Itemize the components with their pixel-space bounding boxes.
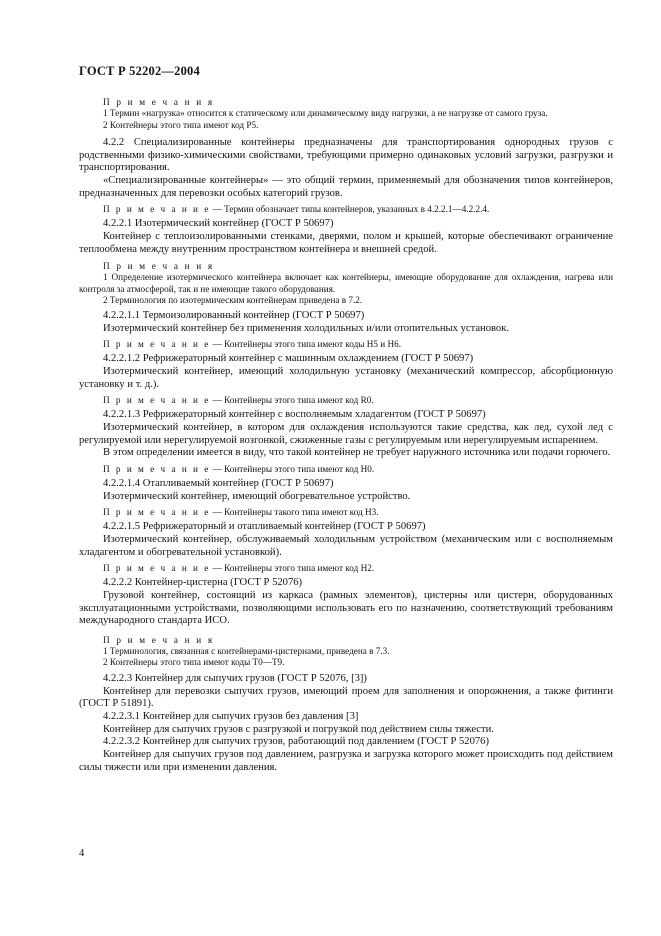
section-heading: 4.2.2.1.5 Рефрижераторный и отапливаемый контейнер (ГОСТ Р 50697) xyxy=(103,521,426,533)
notes-title: П р и м е ч а н и я xyxy=(103,97,215,107)
paragraph: Изотермический контейнер, имеющий обогревательное устройство. xyxy=(103,490,411,502)
document-code-header: ГОСТ Р 52202—2004 xyxy=(79,64,200,78)
note-item: 1 Определение изотермического контейнера включает как контейнеры, имеющие оборудование для охлаждения, нагрева или контроля за атмосферой, так и не имеющие такого оборудования. xyxy=(79,272,613,294)
paragraph: В этом определении имеется в виду, что такой контейнер не требует наружного источника или подачи горючего. xyxy=(103,447,611,459)
note-text: — Контейнеры этого типа имеют коды H5 и H6. xyxy=(210,339,402,350)
paragraph: Контейнер для перевозки сыпучих грузов, имеющий проем для заполнения и опорожнения, а также фитинги (ГОСТ Р 51891). xyxy=(79,685,613,710)
paragraph: Изотермический контейнер, в котором для охлаждения используются такие средства, как лед, сухой лед с регулируемой или нерегулируемой возгонкой, сжиженные газы с регулируемым или нерегулируемым испарением. xyxy=(79,422,613,446)
section-heading: 4.2.2.2 Контейнер-цистерна (ГОСТ Р 52076) xyxy=(103,577,303,589)
note-item: 2 Терминология по изотермическим контейнерам приведена в 7.2. xyxy=(103,295,363,306)
note-text: — Контейнеры этого типа имеют код H2. xyxy=(210,563,375,574)
note-item: 2 Контейнеры этого типа имеют коды T0—T9. xyxy=(103,657,285,668)
notes-title: П р и м е ч а н и я xyxy=(103,634,215,645)
paragraph: Контейнер с теплоизолированными стенками, дверями, полом и крышей, которые обеспечивают ограничение теплообмена между внутренним пространством контейнера и внешней средой. xyxy=(79,230,613,255)
paragraph: Грузовой контейнер, состоящий из каркаса (рамных элементов), цистерны или цистерн, оборудованных эксплуатационными устройствами, позволяющими использовать его по назначению, соответствующий требованиям международного стандарта ИСО. xyxy=(79,590,613,627)
paragraph: Контейнер для сыпучих грузов с разгрузкой и погрузкой под действием силы тяжести. xyxy=(103,723,494,735)
inline-note xyxy=(79,394,613,406)
note-label: П р и м е ч а н и е xyxy=(103,395,211,406)
section-heading: 4.2.2.1.2 Рефрижераторный контейнер с машинным охлаждением (ГОСТ Р 50697) xyxy=(103,353,474,365)
paragraph: Контейнер для сыпучих грузов под давлением, разгрузка и загрузка которого может происходить под действием силы тяжести или при изменении давления. xyxy=(79,749,613,773)
note-label: П р и м е ч а н и е xyxy=(103,563,211,574)
note-item: 1 Термин «нагрузка» относится к статическому или динамическому виду нагрузки, а не нагрузке от самого груза. xyxy=(103,108,548,118)
inline-note xyxy=(79,463,613,475)
inline-note xyxy=(79,338,613,350)
paragraph: Изотермический контейнер, имеющий холодильную установку (механический компрессор, абсорбционную установку и т. д.). xyxy=(79,366,613,390)
note-text: — Термин обозначает типы контейнеров, указанных в 4.2.2.1—4.2.2.4. xyxy=(210,204,490,215)
note-label: П р и м е ч а н и е xyxy=(103,339,211,350)
section-heading: 4.2.2.1.1 Термоизолированный контейнер (ГОСТ Р 50697) xyxy=(103,309,365,321)
note-item: 2 Контейнеры этого типа имеют код P5. xyxy=(103,119,259,130)
note-label: П р и м е ч а н и е xyxy=(103,204,211,215)
note-item: 1 Терминология, связанная с контейнерами-цистернами, приведена в 7.3. xyxy=(103,645,390,656)
note-text: — Контейнеры этого типа имеют код H0. xyxy=(210,463,375,474)
inline-note xyxy=(79,203,613,215)
notes-title: П р и м е ч а н и я xyxy=(103,261,215,272)
note-text: — Контейнеры такого типа имеют код H3. xyxy=(210,507,379,518)
page-content xyxy=(79,96,613,774)
section-heading: 4.2.2.3.2 Контейнер для сыпучих грузов, работающий под давлением (ГОСТ Р 52076) xyxy=(103,736,489,748)
section-heading: 4.2.2.1 Изотермический контейнер (ГОСТ Р 50697) xyxy=(103,218,334,230)
paragraph: «Специализированные контейнеры» — это общий термин, применяемый для обозначения типов контейнеров, предназначенных для перевозки особых категорий грузов. xyxy=(79,174,613,199)
section-heading: 4.2.2.1.4 Отапливаемый контейнер (ГОСТ Р 50697) xyxy=(103,477,334,489)
inline-note xyxy=(79,506,613,518)
note-label: П р и м е ч а н и е xyxy=(103,507,211,518)
section-heading: 4.2.2.3.1 Контейнер для сыпучих грузов без давления [3] xyxy=(103,711,359,722)
paragraph-4-2-2: 4.2.2 Специализированные контейнеры предназначены для транспортирования однородных грузов с родственными физико-химическими свойствами, требующими примерно одинаковых условий загрузки, разгрузки и транспортирования. xyxy=(79,137,613,174)
paragraph: Изотермический контейнер без применения холодильных и/или отопительных установок. xyxy=(103,322,510,334)
section-heading: 4.2.2.1.3 Рефрижераторный контейнер с восполняемым хладагентом (ГОСТ Р 50697) xyxy=(103,409,486,421)
inline-note xyxy=(79,562,613,574)
page-number: 4 xyxy=(79,848,85,859)
section-heading: 4.2.2.3 Контейнер для сыпучих грузов (ГОСТ Р 52076, [3]) xyxy=(103,673,367,685)
paragraph: Изотермический контейнер, обслуживаемый холодильным устройством (механическим или с восполняемым хладагентом и обогревательной установкой). xyxy=(79,534,613,558)
note-label: П р и м е ч а н и е xyxy=(103,463,211,474)
note-text: — Контейнеры этого типа имеют код R0. xyxy=(210,395,374,406)
